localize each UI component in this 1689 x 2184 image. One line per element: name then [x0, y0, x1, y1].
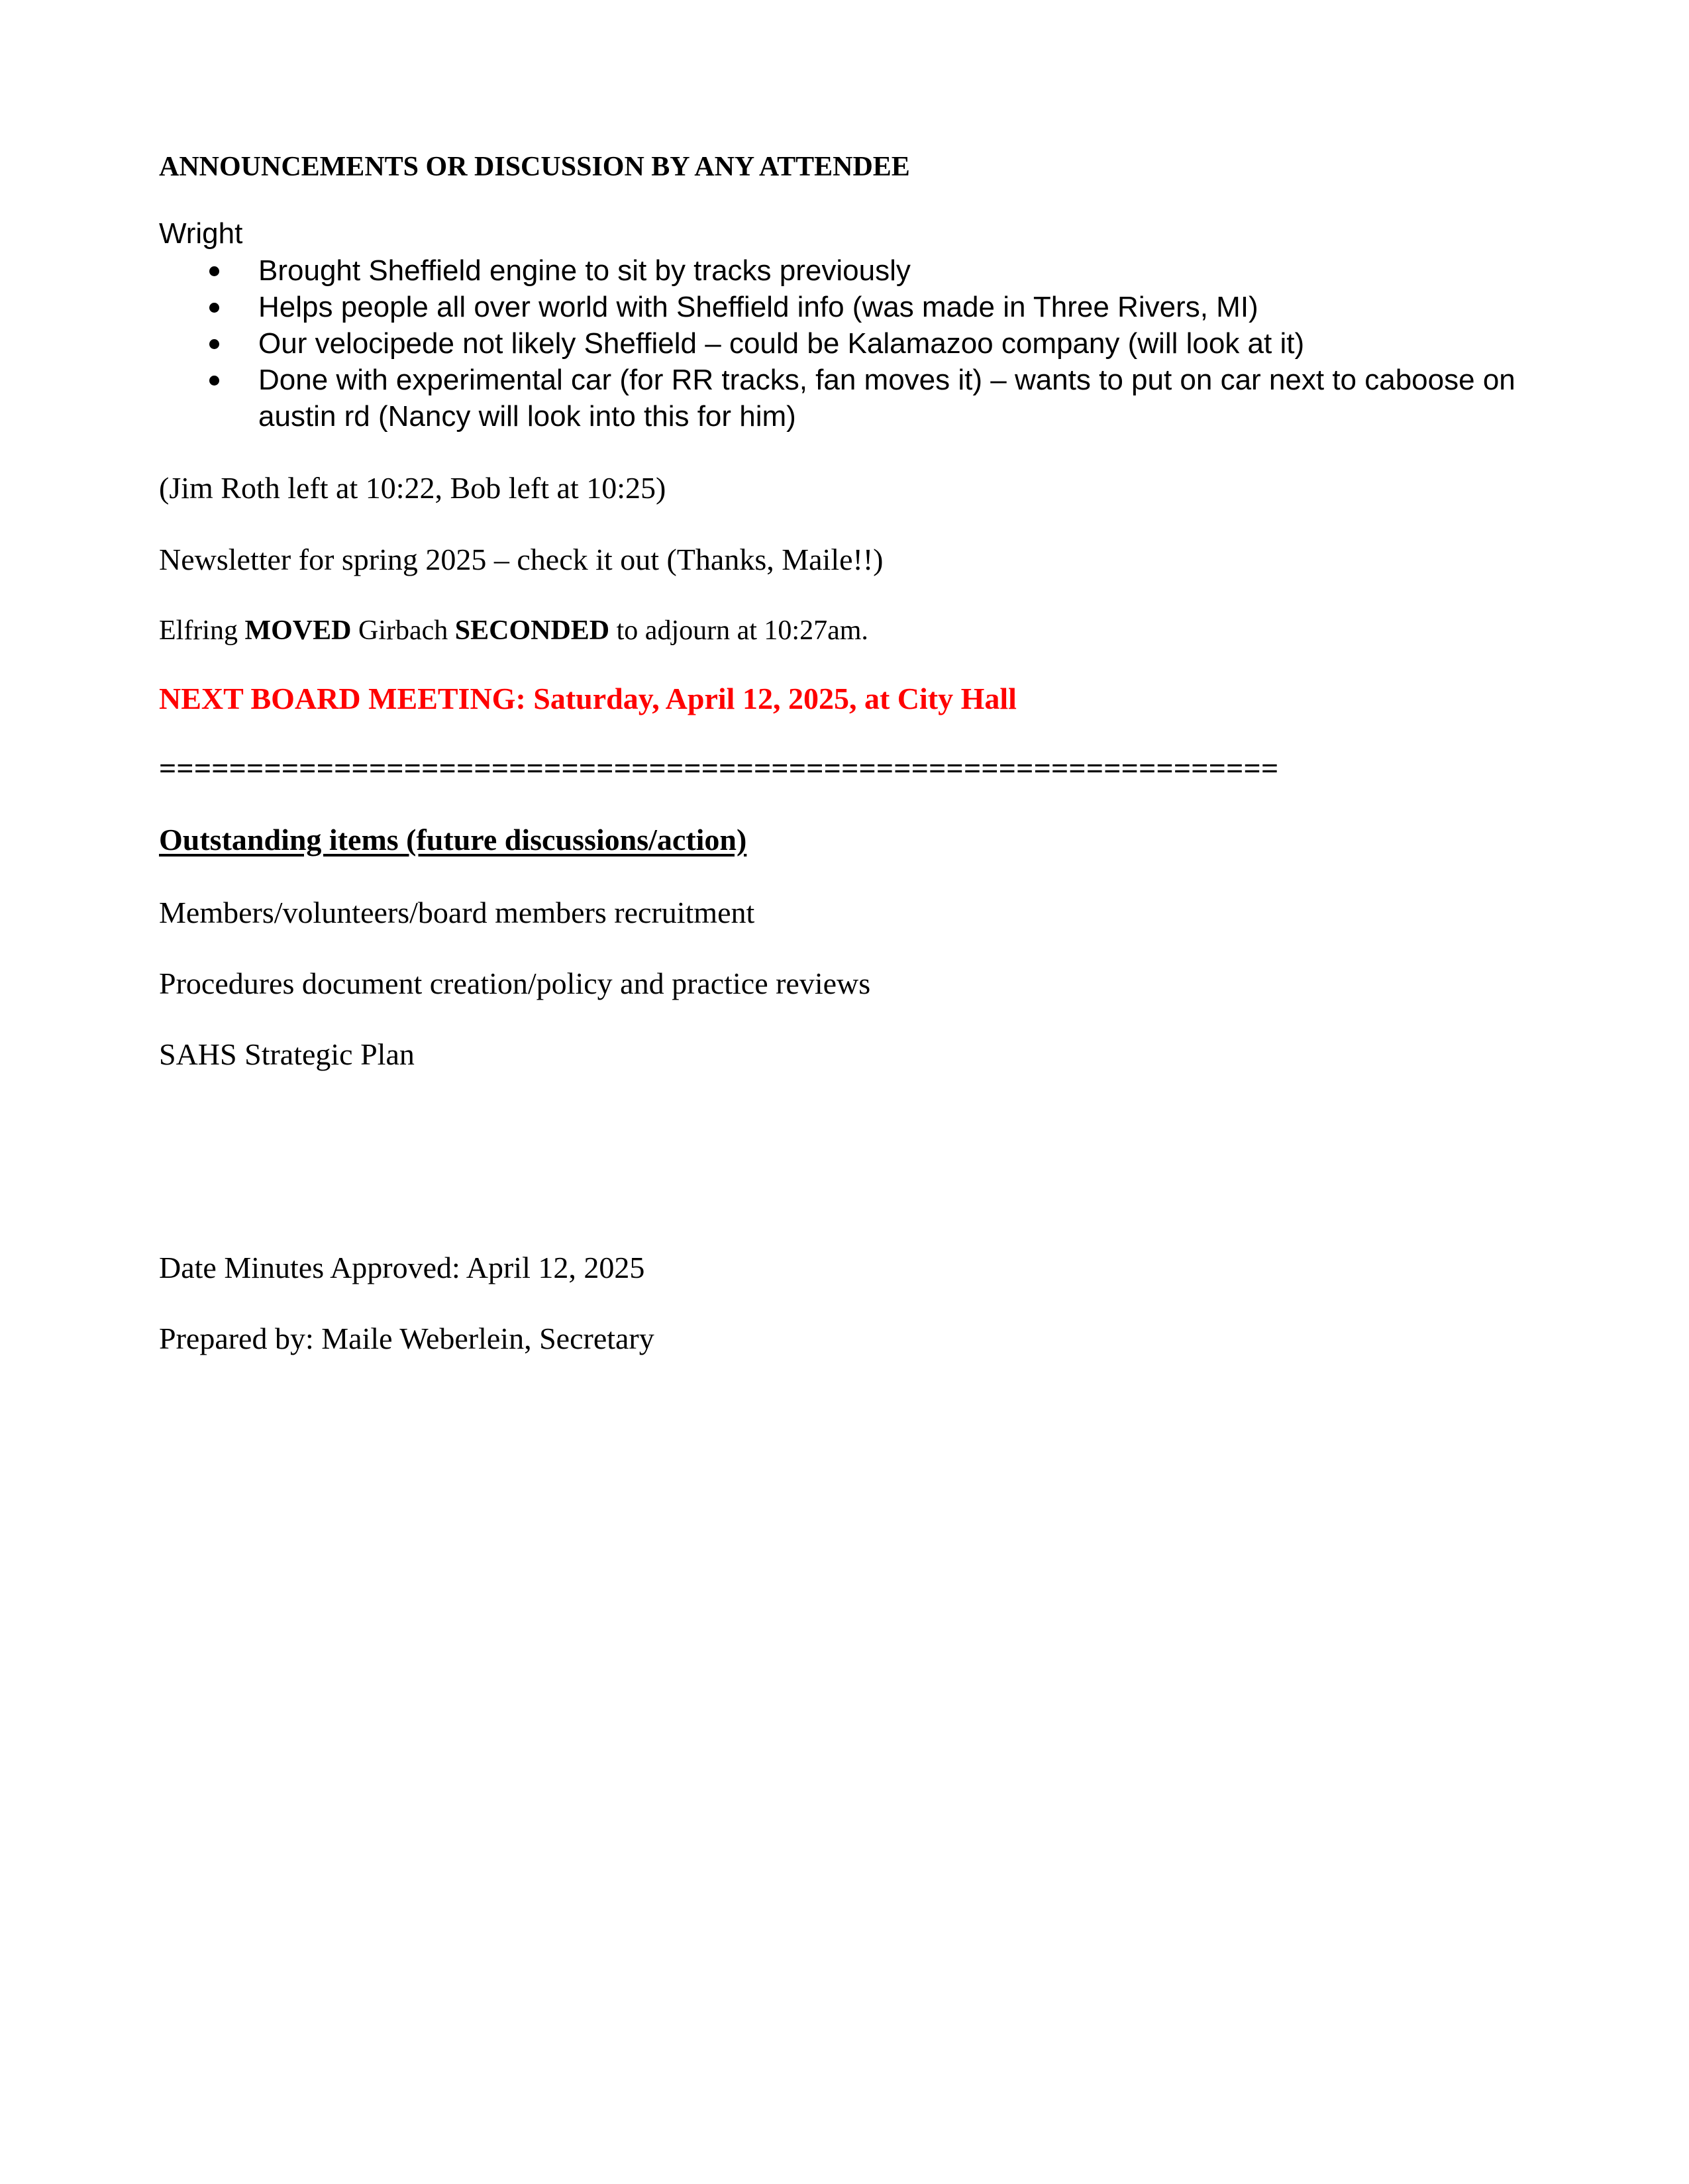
seconder-name: Girbach — [351, 615, 455, 646]
section-separator: ================================================================ — [159, 751, 1279, 785]
next-meeting-notice: NEXT BOARD MEETING: Saturday, April 12, 2025, at City Hall — [159, 682, 1017, 715]
prepared-by: Prepared by: Maile Weberlein, Secretary — [159, 1322, 654, 1355]
bullet-icon — [209, 376, 219, 386]
list-item — [159, 289, 1550, 325]
outstanding-item: SAHS Strategic Plan — [159, 1037, 415, 1071]
seconded-label: SECONDED — [454, 615, 610, 646]
list-item — [159, 325, 1550, 362]
bullet-icon — [209, 303, 219, 313]
outstanding-item: Procedures document creation/policy and practice reviews — [159, 966, 871, 1000]
approval-date: Date Minutes Approved: April 12, 2025 — [159, 1251, 645, 1284]
list-item-text: Brought Sheffield engine to sit by tracks previously — [258, 254, 911, 287]
outstanding-heading: Outstanding items (future discussions/action) — [159, 823, 747, 857]
moved-label: MOVED — [244, 615, 352, 646]
adjourn-motion — [159, 611, 868, 650]
bullet-icon — [209, 339, 219, 349]
list-item-text: Helps people all over world with Sheffield info (was made in Three Rivers, MI) — [258, 291, 1258, 323]
bullet-icon — [209, 266, 219, 276]
announcement-list — [159, 252, 1550, 435]
list-item-text: Done with experimental car (for RR tracks, fan moves it) – wants to put on car next to caboose on austin rd (Nancy will look into this for him) — [258, 364, 1515, 433]
document-page — [159, 0, 1550, 2184]
departures-note: (Jim Roth left at 10:22, Bob left at 10:25) — [159, 471, 666, 505]
mover-name: Elfring — [159, 615, 245, 646]
speaker-name: Wright — [159, 217, 243, 250]
outstanding-item: Members/volunteers/board members recruitment — [159, 896, 755, 929]
newsletter-note: Newsletter for spring 2025 – check it out (Thanks, Maile!!) — [159, 543, 884, 576]
announcements-heading: ANNOUNCEMENTS OR DISCUSSION BY ANY ATTENDEE — [159, 152, 910, 182]
list-item — [159, 252, 1550, 289]
list-item-text: Our velocipede not likely Sheffield – could be Kalamazoo company (will look at it) — [258, 327, 1305, 360]
list-item — [159, 362, 1550, 435]
motion-action: to adjourn at 10:27am. — [609, 615, 868, 646]
